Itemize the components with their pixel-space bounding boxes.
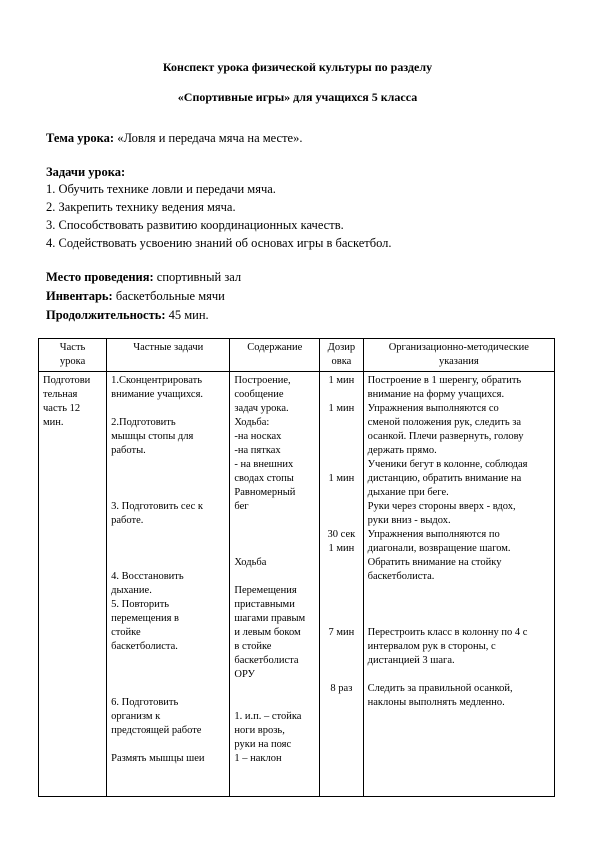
lesson-topic (46, 131, 302, 146)
duration-value: 45 мин. (165, 308, 209, 322)
topic-label: Тема урока: (46, 131, 115, 145)
title-line-1: Конспект урока физической культуры по разделу (162, 60, 433, 74)
place-label: Место проведения: (46, 270, 154, 284)
cell-tasks: 1.Сконцентрировать внимание учащихся. 2.Подготовить мышцы стопы для работы. 3. Подготовить сес к работе. 4. Восстановить дыхание. 5. Повторить перемещения в стойке баскетболиста. 6. Подготовить организм к предстоящей работе Размять мышцы шеи (107, 372, 230, 797)
equipment-label: Инвентарь: (46, 289, 113, 303)
duration-label: Продолжительность: (46, 308, 166, 322)
task-item: 3. Способствовать развитию координационных качеств. (46, 218, 344, 232)
header-guidelines: Организационно-методические указания (363, 339, 554, 372)
header-dosage: Дозир овка (320, 339, 363, 372)
duration-line (46, 308, 209, 323)
tasks-heading: Задачи урока: (46, 165, 126, 179)
equipment-line (46, 289, 225, 304)
cell-guidelines: Построение в 1 шеренгу, обратить внимание на форму учащихся. Упражнения выполняются со сменой положения рук, следить за осанкой. Плечи развернуть, голову держать прямо. Ученики бегут в колонне, соблюдая дистанцию, обратить внимание на дыхание при беге. Руки через стороны вверх - вдох, руки вниз - выдох. Упражнения выполняются по диагонали, возвращение шагом. Обратить внимание на стойку баскетболиста. Перестроить класс в колонну по 4 с интервалом рук в стороны, с дистанцией 3 шага. Следить за правильной осанкой, наклоны выполнять медленно. (363, 372, 554, 797)
cell-part: Подготови тельная часть 12 мин. (39, 372, 107, 797)
place-line (46, 270, 241, 285)
header-tasks: Частные задачи (107, 339, 230, 372)
header-content: Содержание (230, 339, 320, 372)
place-value: спортивный зал (153, 270, 242, 284)
cell-dosage: 1 мин 1 мин 1 мин 30 сек 1 мин 7 мин 8 раз (320, 372, 363, 797)
topic-value: «Ловля и передача мяча на месте». (114, 131, 303, 145)
table-row (39, 372, 555, 797)
header-part: Часть урока (39, 339, 107, 372)
equipment-value: баскетбольные мячи (112, 289, 225, 303)
title-line-2: «Спортивные игры» для учащихся 5 класса (177, 90, 418, 104)
table-header-row (39, 339, 555, 372)
lesson-plan-table (38, 338, 555, 797)
task-item: 2. Закрепить технику ведения мяча. (46, 200, 236, 214)
cell-content: Построение, сообщение задач урока. Ходьба: -на носках -на пятках - на внешних сводах стопы Равномерный бег Ходьба Перемещения приставными шагами правым и левым боком в стойке баскетболиста ОРУ 1. и.п. – стойка ноги врозь, руки на пояс 1 – наклон (230, 372, 320, 797)
task-item: 4. Содействовать усвоению знаний об основах игры в баскетбол. (46, 236, 392, 250)
task-item: 1. Обучить технике ловли и передачи мяча. (46, 182, 276, 196)
